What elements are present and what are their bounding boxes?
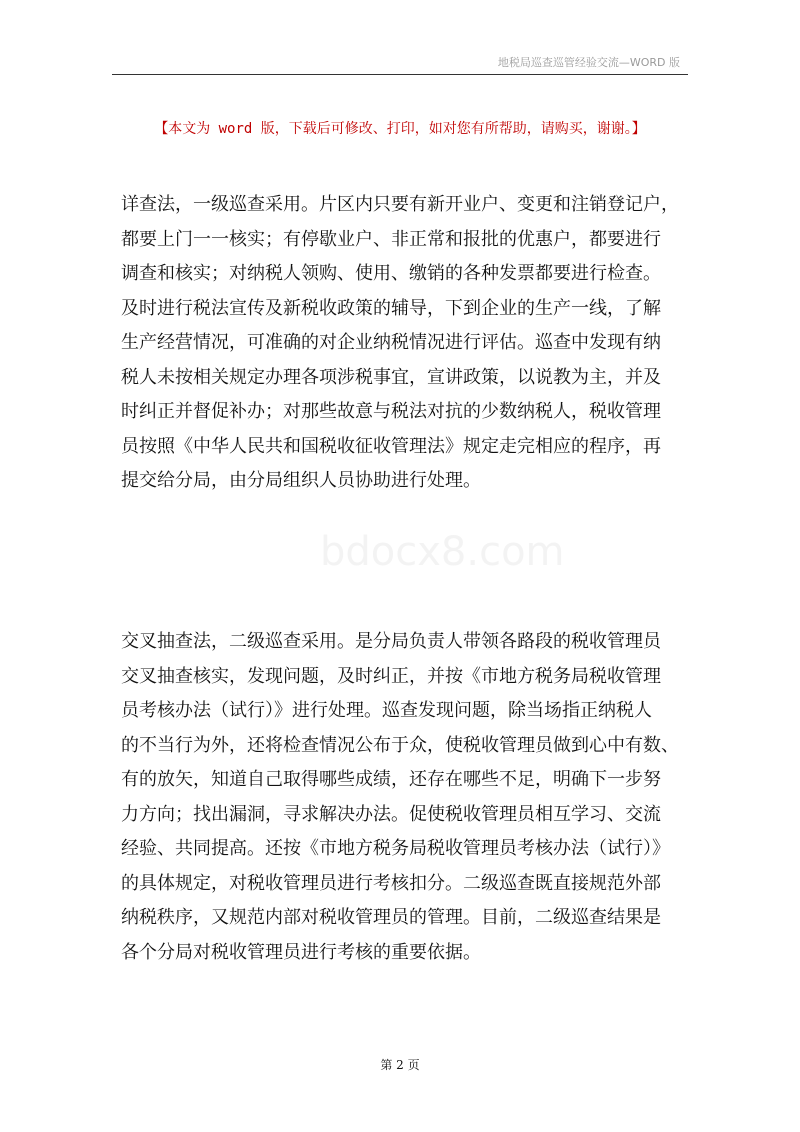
paragraph-line: 详查法，一级巡查采用。片区内只要有新开业户、变更和注销登记户， bbox=[121, 194, 679, 215]
paragraph-line: 交叉抽查核实，发现问题，及时纠正，并按《市地方税务局税收管理 bbox=[121, 665, 661, 687]
paragraph-line: 各个分局对税收管理员进行考核的重要依据。 bbox=[121, 941, 481, 963]
paragraph-line: 及时进行税法宣传及新税收政策的辅导，下到企业的生产一线，了解 bbox=[121, 297, 661, 319]
header-title: 地税局巡查巡管经验交流—WORD 版 bbox=[497, 56, 680, 69]
paragraph-line: 员按照《中华人民共和国税收征收管理法》规定走完相应的程序，再 bbox=[121, 435, 661, 457]
paragraph-line: 的不当行为外，还将检查情况公布于众，使税收管理员做到心中有数、 bbox=[121, 734, 679, 756]
paragraph-line: 有的放矢，知道自己取得哪些成绩，还存在哪些不足，明确下一步努 bbox=[121, 769, 661, 790]
paragraph-line: 提交给分局，由分局组织人员协助进行处理。 bbox=[121, 470, 481, 491]
paragraph-line: 交叉抽查法，二级巡查采用。是分局负责人带领各路段的税收管理员 bbox=[121, 631, 661, 652]
paragraph-line: 经验、共同提高。还按《市地方税务局税收管理员考核办法（试行）》 bbox=[121, 838, 670, 859]
paragraph-cross-spot-check bbox=[121, 625, 681, 970]
paragraph-line: 的具体规定，对税收管理员进行考核扣分。二级巡查既直接规范外部 bbox=[121, 872, 661, 894]
purchase-notice: 【本文为 word 版，下载后可修改、打印，如对您有所帮助，请购买，谢谢。】 bbox=[154, 121, 646, 137]
watermark: bdocx8.com bbox=[320, 529, 565, 575]
paragraph-line: 员考核办法（试行）》进行处理。巡查发现问题，除当场指正纳税人 bbox=[121, 700, 652, 721]
paragraph-line: 力方向；找出漏洞，寻求解决办法。促使税收管理员相互学习、交流 bbox=[121, 803, 661, 825]
page-header bbox=[112, 52, 688, 75]
paragraph-line: 调查和核实；对纳税人领购、使用、缴销的各种发票都要进行检查。 bbox=[121, 263, 661, 284]
paragraph-line: 生产经营情况，可准确的对企业纳税情况进行评估。巡查中发现有纳 bbox=[121, 332, 661, 353]
paragraph-detailed-inspection bbox=[121, 188, 681, 499]
paragraph-line: 时纠正并督促补办；对那些故意与税法对抗的少数纳税人，税收管理 bbox=[121, 401, 661, 422]
paragraph-line: 税人未按相关规定办理各项涉税事宜，宣讲政策，以说教为主，并及 bbox=[121, 366, 661, 388]
paragraph-line: 纳税秩序，又规范内部对税收管理员的管理。目前，二级巡查结果是 bbox=[121, 907, 661, 928]
paragraph-line: 都要上门一一核实；有停歇业户、非正常和报批的优惠户，都要进行 bbox=[121, 228, 661, 250]
page-number: 第 2 页 bbox=[380, 1058, 420, 1072]
